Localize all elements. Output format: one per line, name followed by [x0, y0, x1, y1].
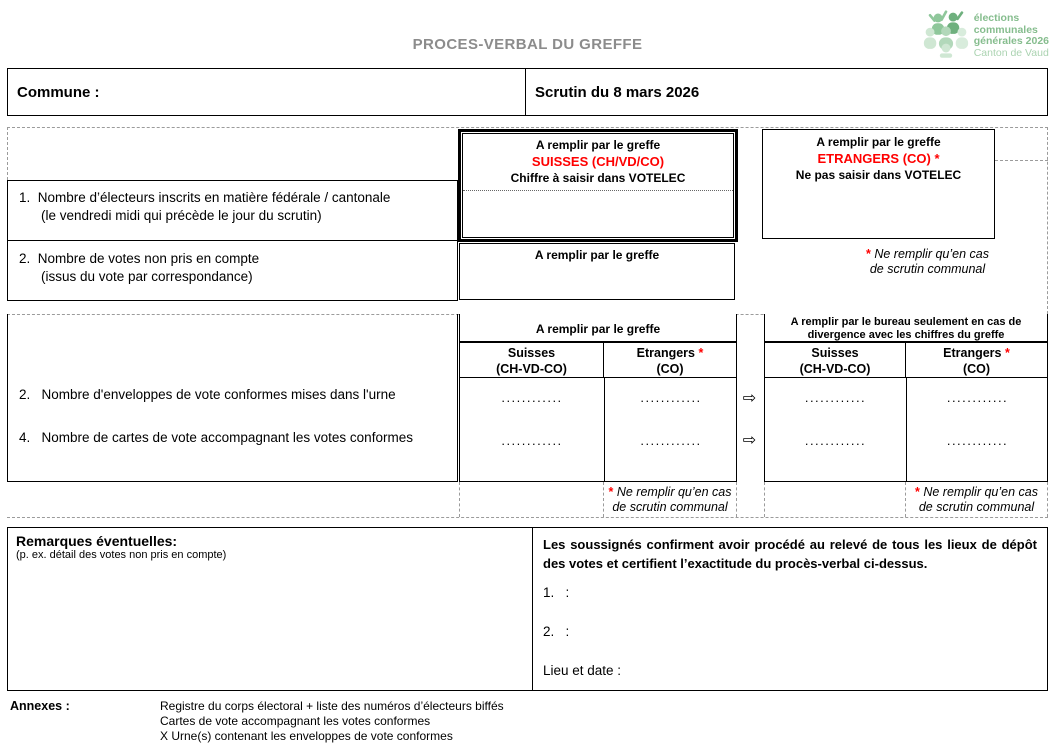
- signature-line-1[interactable]: 1. :: [543, 585, 570, 600]
- dashed-line-bottom: [7, 517, 1048, 518]
- col-header-etrangers-greffe: [603, 342, 737, 378]
- annex-item: X Urne(s) contenant les enveloppes de vote conformes: [160, 729, 453, 743]
- votes-entry-area[interactable]: [460, 263, 734, 295]
- place-date-line[interactable]: Lieu et date :: [543, 663, 622, 678]
- section2-right-header-line1: A remplir par le bureau seulement en cas de: [790, 316, 1022, 328]
- col-etrangers-label: Etrangers: [636, 346, 699, 360]
- greffe-suisses-cartes-field[interactable]: ............: [501, 433, 563, 448]
- logo-line-4: Canton de Vaud: [973, 46, 1049, 59]
- section2-label-cell: [7, 314, 458, 482]
- col-header-suisses-bureau: [764, 342, 906, 378]
- suisses-votelec-box: [458, 129, 738, 242]
- footnote-star: *: [866, 247, 871, 261]
- suisses-box-note: Chiffre à saisir dans VOTELEC: [510, 171, 686, 185]
- footnote-line1: Ne remplir qu’en cas: [613, 485, 732, 499]
- scrutin-field: [526, 69, 1049, 115]
- dashed-stub: [764, 482, 765, 517]
- row1-label-cell: [7, 180, 458, 241]
- col-header-etrangers-bureau: [905, 342, 1048, 378]
- bureau-etrangers-cartes-field[interactable]: ............: [946, 433, 1009, 448]
- suisses-entry-area[interactable]: [463, 191, 733, 237]
- section2-right-header-cell: [764, 314, 1048, 342]
- suisses-box-title: SUISSES (CH/VD/CO): [531, 154, 665, 169]
- etrangers-box-note: Ne pas saisir dans VOTELEC: [795, 168, 962, 182]
- row2-label-cell: [7, 240, 458, 301]
- footnote-line2: de scrutin communal: [918, 500, 1035, 514]
- remarks-input-area[interactable]: [16, 561, 524, 671]
- footnote-star: *: [608, 485, 614, 499]
- bureau-suisses-cartes-field[interactable]: ............: [804, 433, 867, 448]
- people-group-icon: [923, 7, 969, 64]
- col-etrangers-star: *: [1004, 346, 1010, 360]
- col-suisses-label: Suisses: [507, 346, 556, 360]
- section2-right-header-line2: divergence avec les chiffres du greffe: [807, 328, 1005, 341]
- dashed-line-left: [7, 127, 8, 180]
- col-etrangers-star: *: [698, 346, 704, 360]
- footnote-star: *: [915, 485, 920, 499]
- greffe-etrangers-cartes-field[interactable]: ............: [640, 433, 702, 448]
- commune-label: Commune :: [17, 83, 100, 101]
- section2-left-header-cell: [459, 314, 737, 342]
- greffe-suisses-enveloppes-field[interactable]: ............: [501, 390, 563, 405]
- section2-left-header: A remplir par le greffe: [535, 322, 661, 336]
- footnote-line1: Ne remplir qu’en cas: [919, 485, 1038, 499]
- votes-box-header: A remplir par le greffe: [534, 248, 660, 262]
- row1-text: 1. Nombre d’électeurs inscrits en matière fédérale / cantonale: [19, 190, 391, 205]
- greffe-etrangers-enveloppes-field[interactable]: ............: [640, 390, 702, 405]
- dashed-line-top: [7, 127, 1048, 128]
- logo-line-2: communales: [973, 23, 1038, 36]
- info-bar: [7, 68, 1048, 116]
- dashed-line-right: [1047, 127, 1048, 314]
- row1-subtext: (le vendredi midi qui précède le jour du scrutin): [41, 208, 322, 223]
- annexes-label: Annexes :: [10, 699, 70, 713]
- signatures-statement: Les soussignés confirment avoir procédé au relevé de tous les lieux de dépôt des votes et certifient l’exactitude du procès-verbal ci-dessus.: [543, 537, 1041, 571]
- etrangers-box-header: A remplir par le greffe: [816, 135, 941, 149]
- etrangers-votelec-box: [762, 129, 995, 239]
- commune-field[interactable]: [8, 69, 526, 115]
- signatures-box: [532, 527, 1048, 691]
- row-cartes-label: 4. Nombre de cartes de vote accompagnant les votes conformes: [19, 430, 413, 445]
- greffe-footnote: [603, 482, 737, 517]
- dashed-line-right-stub: [995, 160, 1048, 161]
- remarks-subtitle: (p. ex. détail des votes non pris en compte): [16, 549, 227, 561]
- annex-item: Registre du corps électoral + liste des numéros d’électeurs biffés: [160, 699, 504, 713]
- footnote-line2: de scrutin communal: [612, 500, 728, 514]
- suisses-box-header: A remplir par le greffe: [535, 138, 661, 152]
- annex-item: Cartes de vote accompagnant les votes conformes: [160, 714, 431, 728]
- logo-line-1: élections: [973, 12, 1020, 24]
- greffe-values-box: [459, 377, 737, 482]
- signature-line-2[interactable]: 2. :: [543, 624, 570, 639]
- remarks-box: [7, 527, 533, 691]
- footnote-line2: de scrutin communal: [869, 262, 986, 276]
- row-enveloppes-label: 2. Nombre d'enveloppes de vote conformes mises dans l'urne: [19, 387, 396, 402]
- row2-footnote: [815, 247, 1040, 277]
- bureau-values-box: [764, 377, 1048, 482]
- elections-logo: [923, 7, 1049, 64]
- col-etrangers-sub: (CO): [656, 362, 684, 376]
- col-etrangers-sub: (CO): [962, 362, 991, 376]
- scrutin-label: Scrutin du 8 mars 2026: [535, 83, 700, 101]
- col-suisses-sub: (CH-VD-CO): [799, 362, 871, 376]
- page-title: PROCES-VERBAL DU GREFFE: [412, 36, 643, 53]
- etrangers-box-title: ETRANGERS (CO) *: [817, 151, 940, 166]
- votes-greffe-box: [459, 243, 735, 300]
- col-suisses-label: Suisses: [811, 346, 859, 360]
- etrangers-entry-area[interactable]: [763, 183, 994, 223]
- logo-line-3: générales 2026: [973, 35, 1049, 47]
- arrow-right-icon: ⇨: [742, 388, 757, 407]
- col-header-suisses-greffe: [459, 342, 604, 378]
- bureau-etrangers-enveloppes-field[interactable]: ............: [946, 390, 1009, 405]
- col-etrangers-label: Etrangers: [943, 346, 1005, 360]
- bureau-footnote: [905, 482, 1048, 517]
- row2-text: 2. Nombre de votes non pris en compte: [19, 251, 260, 266]
- col-suisses-sub: (CH-VD-CO): [496, 362, 567, 376]
- dashed-stub: [459, 482, 460, 517]
- annexes-list: [160, 699, 504, 744]
- bureau-suisses-enveloppes-field[interactable]: ............: [804, 390, 867, 405]
- remarks-title: Remarques éventuelles:: [16, 533, 178, 549]
- footnote-line1: Ne remplir qu’en cas: [870, 247, 989, 261]
- row2-subtext: (issus du vote par correspondance): [41, 269, 253, 284]
- arrow-right-icon: ⇨: [742, 430, 757, 449]
